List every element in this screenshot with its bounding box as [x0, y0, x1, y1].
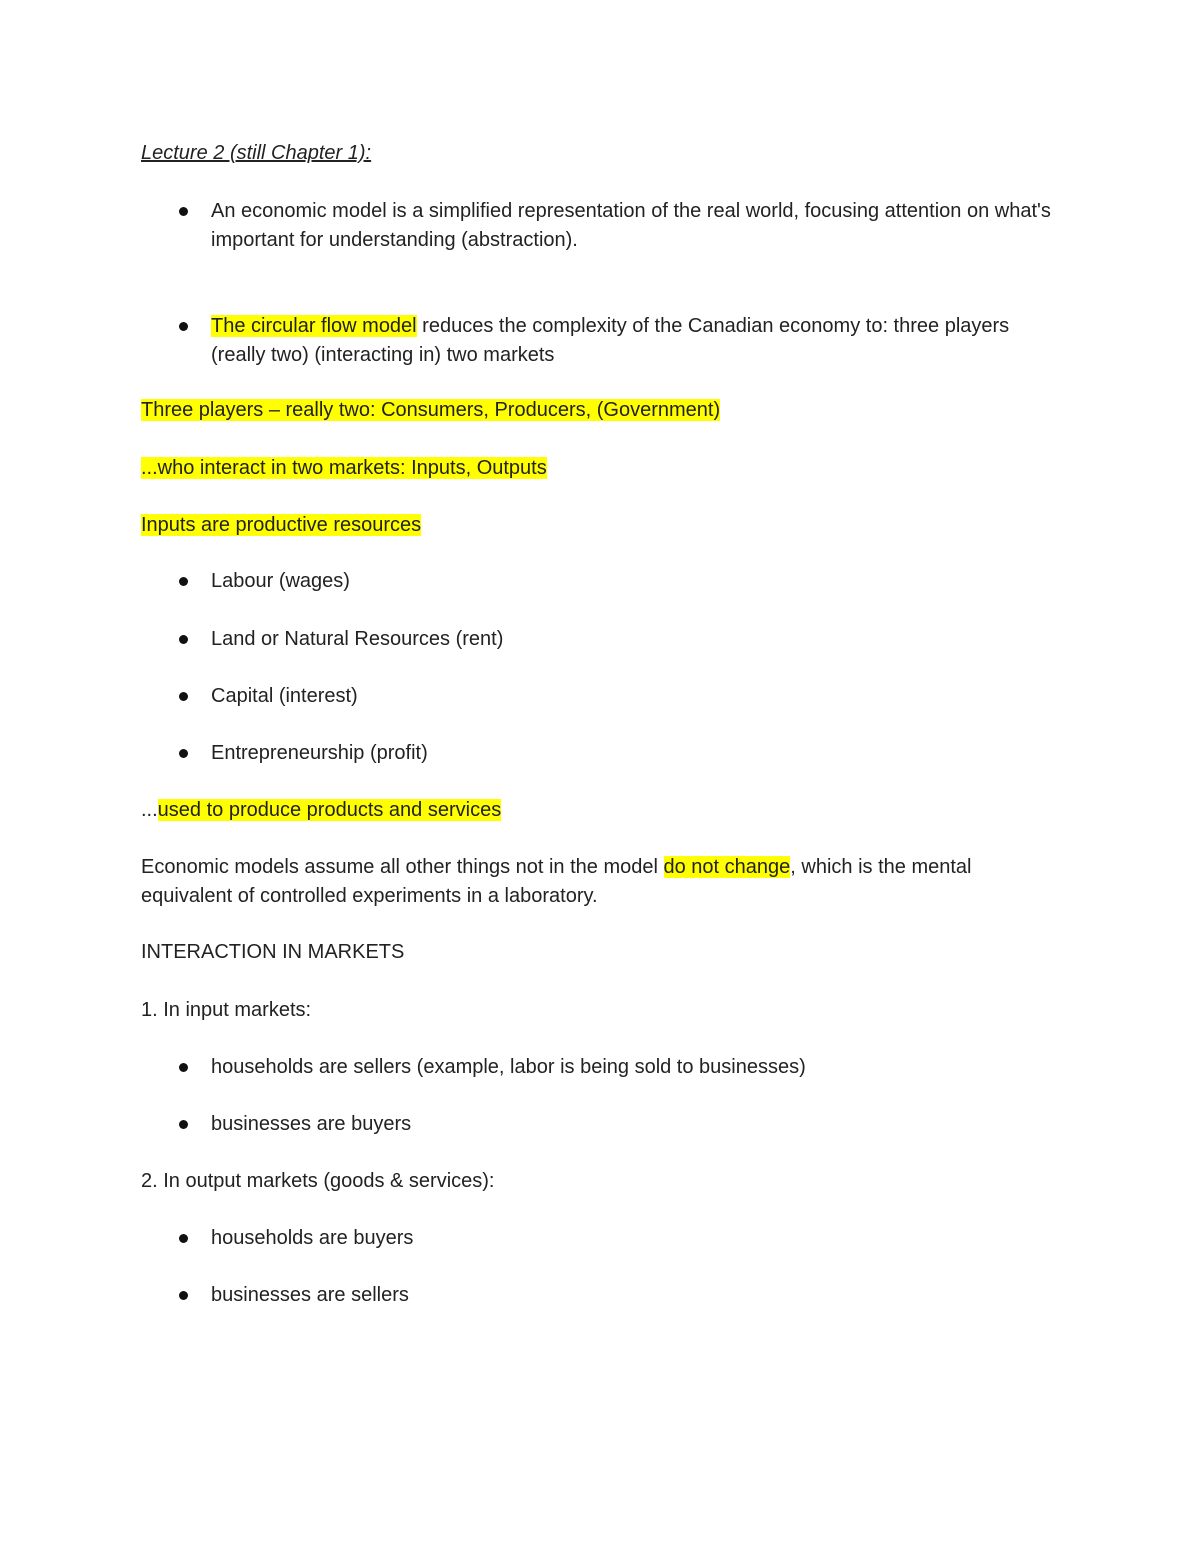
bullet-icon	[179, 692, 188, 701]
bullet-text: Capital (interest)	[211, 685, 358, 707]
bullet-icon	[179, 1120, 188, 1129]
highlighted-text: Three players – really two: Consumers, Producers, (Government)	[141, 399, 721, 421]
interaction-title: INTERACTION IN MARKETS	[141, 941, 405, 963]
bullet-text: Entrepreneurship (profit)	[211, 742, 428, 764]
bullet-icon	[179, 207, 188, 216]
bullet-icon	[179, 1063, 188, 1072]
plain-text: ...	[141, 799, 158, 821]
highlighted-text: used to produce products and services	[157, 799, 502, 821]
bullet-icon	[179, 1291, 188, 1300]
bullet-icon	[179, 635, 188, 644]
bullet-text	[211, 312, 1061, 370]
assumption-paragraph	[141, 853, 1061, 911]
bullet-text: households are buyers	[211, 1227, 414, 1249]
bullet-text: businesses are buyers	[211, 1113, 412, 1135]
plain-text: , which is the mental equivalent of controlled experiments in a laboratory.	[141, 856, 972, 907]
highlighted-text: The circular flow model	[211, 315, 417, 337]
bullet-text: An economic model is a simplified representation of the real world, focusing attention on what's important for understanding (abstraction).	[211, 200, 1051, 251]
output-markets-label: 2. In output markets (goods & services):	[141, 1170, 495, 1192]
bullet-icon	[179, 322, 188, 331]
bullet-icon	[179, 1234, 188, 1243]
highlighted-text: Inputs are productive resources	[141, 514, 422, 536]
lecture-heading: Lecture 2 (still Chapter 1):	[141, 142, 372, 164]
bullet-text: households are sellers (example, labor is being sold to businesses)	[211, 1056, 806, 1078]
bullet-text: Labour (wages)	[211, 570, 350, 592]
interact-markets-line	[141, 454, 1061, 483]
bullet-text: Land or Natural Resources (rent)	[211, 628, 504, 650]
plain-text: reduces the complexity of the Canadian economy to: three players (really two) (interacting in) two markets	[211, 315, 1010, 366]
bullet-icon	[179, 749, 188, 758]
bullet-icon	[179, 577, 188, 586]
plain-text: Economic models assume all other things not in the model	[141, 856, 664, 878]
highlighted-text: do not change	[663, 856, 791, 878]
three-players-line	[141, 396, 1061, 425]
bullet-text: businesses are sellers	[211, 1284, 409, 1306]
highlighted-text: ...who interact in two markets: Inputs, Outputs	[141, 457, 547, 479]
input-markets-label: 1. In input markets:	[141, 999, 312, 1021]
used-to-produce-line	[141, 796, 1061, 825]
inputs-heading-line	[141, 511, 1061, 540]
